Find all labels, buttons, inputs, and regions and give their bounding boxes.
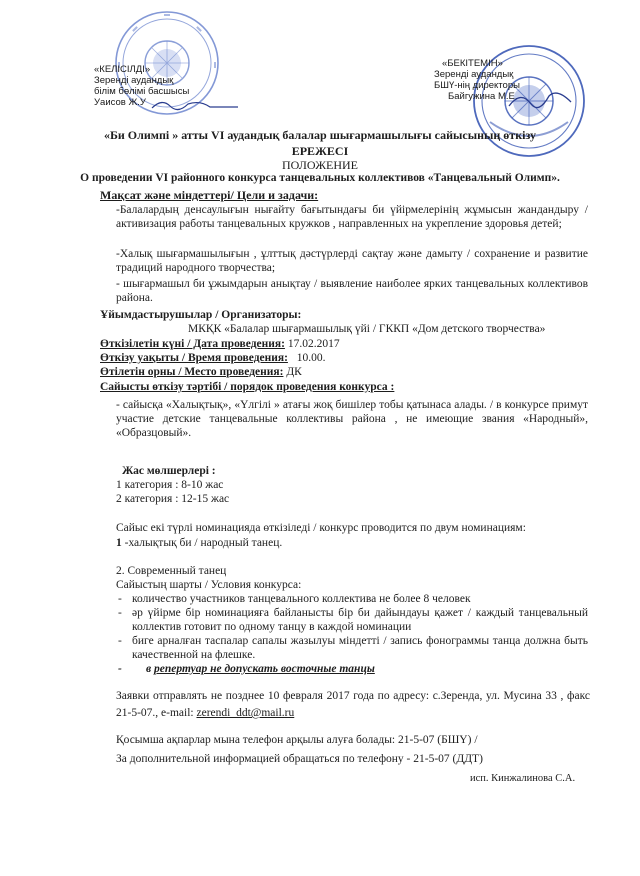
procedure-text: - сайысқа «Халықтық», «Үлгілі » атағы жоқ бишілер тобы қатынаса алады. / в конкурсе примут участие детские танцевальные коллективы района , не имеющие звания «Народный», «Образцовый». [116, 399, 588, 439]
organizers-heading: Ұйымдастырушылар / Организаторы: [100, 309, 302, 321]
time-value: 10.00. [296, 352, 326, 364]
nomination-1-number: 1 [116, 537, 122, 549]
age-heading: Жас мөлшерлері : [122, 465, 216, 477]
title-ru-line2: О проведении VI районного конкурса танцевальных коллективов «Танцевальный Олимп». [80, 172, 560, 184]
organizers-value: МКҚК «Балалар шығармашылық үйі / ГККП «Дом детского творчества» [188, 323, 546, 335]
condition-item-text: биге арналған таспалар сапалы жазылуы міндетті / запись фонограммы танца должна быть качественной на флешке. [132, 635, 588, 661]
age-category-2: 2 категория : 12-15 жас [116, 493, 230, 505]
condition-last-prefix: в [146, 663, 152, 675]
executor-note: исп. Кинжалинова С.А. [470, 773, 576, 784]
conditions-heading: Сайыстың шарты / Условия конкурса: [116, 579, 302, 591]
right-signature [505, 88, 575, 114]
title-kz: «Би Олимпі » атты VI аудандық балалар шығармашылығы сайысының өткізу [103, 128, 537, 142]
nomination-2: 2. Современный танец [116, 565, 227, 577]
title-kz-line2: ЕРЕЖЕСІ [291, 144, 349, 158]
condition-last-text: репертуар не допускать восточные танцы [154, 663, 375, 675]
place-row [100, 365, 302, 379]
condition-item: - әр үйірме бір номинацияға байланысты бір би дайындауы қажет / каждый танцевальный коллектив готовит по одному танцу в каждой номинации [118, 607, 588, 633]
procedure-heading: Сайысты өткізу тәртібі / порядок проведения конкурса : [100, 381, 395, 393]
contacts-ru: За дополнительной информацией обращаться по телефону - 21-5-07 (ДДТ) [116, 753, 483, 765]
place-value: ДК [286, 366, 302, 378]
age-category-1: 1 категория : 8-10 жас [116, 479, 224, 491]
date-label: Өткізілетін күні / Дата проведения: [100, 338, 285, 350]
nominations-intro: Сайыс екі түрлі номинацияда өткізіледі / конкурс проводится по двум номинациям: [116, 522, 526, 534]
approval-left-line: «КЕЛІСІЛДІ» [94, 64, 151, 75]
approval-right-line: «БЕКІТЕМІН» [442, 58, 503, 69]
approval-right-line: Зеренді аудандық [434, 69, 514, 80]
left-signature [150, 96, 240, 112]
approval-right-line: БШҮ-нің директоры [434, 80, 520, 91]
date-row [100, 337, 340, 351]
contacts-kz: Қосымша ақпарлар мына телефон арқылы алуға болады: 21-5-07 (БШҮ) / [116, 734, 478, 746]
goal-item: -Халық шығармашылығын , ұлттық дәстүрлерді сақтау және дамыту / сохранение и развитие традиций народного творчества; [116, 248, 588, 274]
approval-left-line: Уаисов Ж.У [94, 97, 146, 108]
time-label: Өткізу уақыты / Время проведения: [100, 352, 288, 364]
approval-left-line: Зеренді аудандық [94, 75, 174, 86]
time-row [100, 351, 326, 365]
title-ru: ПОЛОЖЕНИЕ [282, 158, 358, 172]
place-label: Өтілетін орны / Место проведения: [100, 366, 284, 378]
nomination-1 [116, 536, 282, 550]
applications-email[interactable]: zerendi_ddt@mail.ru [196, 707, 295, 719]
nomination-1-text: -халықтық би / народный танец. [124, 537, 283, 549]
applications-body: Заявки отправлять не позднее 10 февраля 2017 года по адресу: с.Зеренда, ул. Мусина 33 , факс 21-5-07., e-mail: [116, 690, 590, 719]
goal-item: - шығармашыл би ұжымдарын анықтау / выявление наиболее ярких танцевальных коллективов района. [116, 278, 588, 304]
condition-item-text: әр үйірме бір номинацияға байланысты бір би дайындауы қажет / каждый танцевальный коллектив готовит по одному танцу в каждой номинации [132, 607, 588, 633]
condition-item: - количество участников танцевального коллектива не более 8 человек [118, 593, 471, 605]
condition-item: - в репертуар не допускать восточные танцы [118, 663, 375, 675]
approval-right-line: Байгужина М.Е. [448, 91, 518, 102]
date-value: 17.02.2017 [287, 338, 340, 350]
goal-item: -Балалардың денсаулығын нығайту бағытындағы би үйірмелерінің жұмысын жандандыру / активизация работы танцевальных кружков , направленных на укрепление здоровья детей; [116, 204, 588, 230]
goals-heading: Мақсат және міндеттері/ Цели и задачи: [100, 188, 319, 202]
condition-item: - биге арналған таспалар сапалы жазылуы міндетті / запись фонограммы танца должна быть качественной на флешке. [118, 635, 588, 661]
approval-left-line: білім бөлімі басшысы [94, 86, 190, 97]
applications-text [116, 688, 590, 722]
condition-item-text: количество участников танцевального коллектива не более 8 человек [132, 593, 471, 605]
